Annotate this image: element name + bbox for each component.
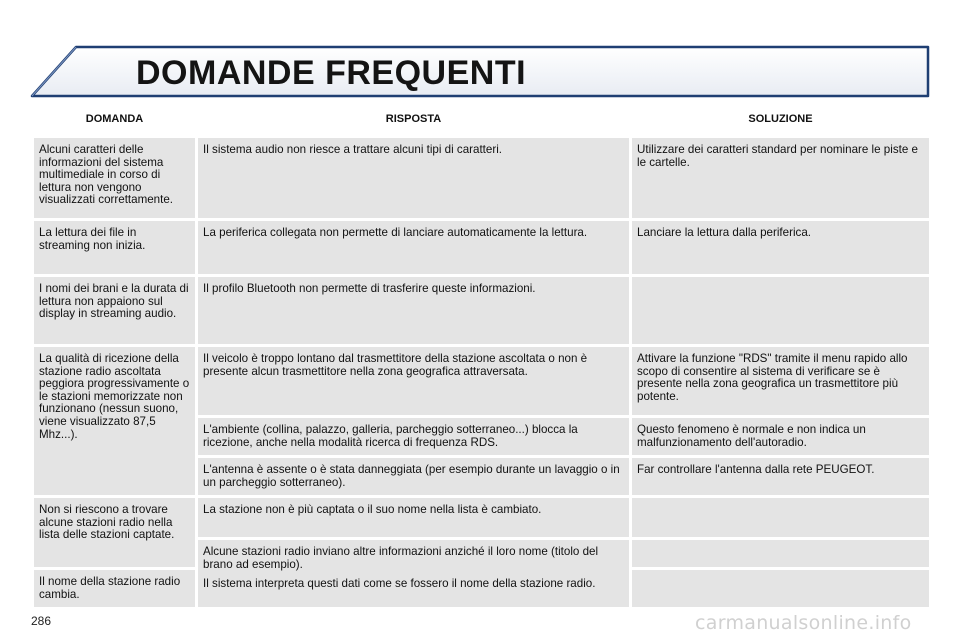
answer-cell bbox=[197, 539, 631, 609]
solution-cell: Questo fenomeno è normale e non indica un malfunzionamento dell'autoradio. bbox=[631, 417, 931, 457]
question-cell: Alcuni caratteri delle informazioni del sistema multimediale in corso di lettura non vengono visualizzati correttamente. bbox=[33, 137, 197, 220]
column-header-domanda: DOMANDA bbox=[33, 104, 197, 137]
table-row bbox=[33, 137, 931, 220]
question-cell: La qualità di ricezione della stazione radio ascoltata peggiora progressivamente o le stazioni memorizzate non funzionano (nessun suono, viene visualizzato 87,5 Mhz...). bbox=[33, 346, 197, 497]
answer-cell: Il profilo Bluetooth non permette di trasferire queste informazioni. bbox=[197, 276, 631, 346]
question-cell: Il nome della stazione radio cambia. bbox=[33, 569, 197, 609]
solution-cell: Far controllare l'antenna dalla rete PEUGEOT. bbox=[631, 457, 931, 497]
table-row bbox=[33, 220, 931, 276]
answer-cell: L'ambiente (collina, palazzo, galleria, parcheggio sotterraneo...) blocca la ricezione, anche nella modalità ricerca di frequenza RDS. bbox=[197, 417, 631, 457]
page-title: DOMANDE FREQUENTI bbox=[136, 54, 527, 92]
answer-cell: Il sistema audio non riesce a trattare alcuni tipi di caratteri. bbox=[197, 137, 631, 220]
column-header-soluzione: SOLUZIONE bbox=[631, 104, 931, 137]
answer-cell: L'antenna è assente o è stata danneggiata (per esempio durante un lavaggio o in un parcheggio sotterraneo). bbox=[197, 457, 631, 497]
solution-cell: Attivare la funzione "RDS" tramite il menu rapido allo scopo di consentire al sistema di verificare se è presente nella zona geografica un trasmettitore più potente. bbox=[631, 346, 931, 417]
faq-table bbox=[31, 104, 932, 610]
page-number: 286 bbox=[31, 614, 52, 628]
column-header-risposta: RISPOSTA bbox=[197, 104, 631, 137]
solution-cell bbox=[631, 276, 931, 346]
answer-cell: La stazione non è più captata o il suo nome nella lista è cambiato. bbox=[197, 497, 631, 539]
table-row bbox=[33, 497, 931, 539]
table-header-row bbox=[33, 104, 931, 137]
answer-line: Il sistema interpreta questi dati come se fossero il nome della stazione radio. bbox=[203, 577, 596, 591]
answer-cell: La periferica collegata non permette di lanciare automaticamente la lettura. bbox=[197, 220, 631, 276]
solution-cell bbox=[631, 569, 931, 609]
question-cell: I nomi dei brani e la durata di lettura non appaiono sul display in streaming audio. bbox=[33, 276, 197, 346]
table-row bbox=[33, 346, 931, 417]
solution-cell: Utilizzare dei caratteri standard per nominare le piste e le cartelle. bbox=[631, 137, 931, 220]
watermark-text: carmanualsonline.info bbox=[695, 612, 912, 634]
table-row bbox=[33, 276, 931, 346]
question-cell: Non si riescono a trovare alcune stazioni radio nella lista delle stazioni captate. bbox=[33, 497, 197, 569]
solution-cell: Lanciare la lettura dalla periferica. bbox=[631, 220, 931, 276]
answer-line: Alcune stazioni radio inviano altre informazioni anziché il loro nome (titolo del brano ad esempio). bbox=[203, 545, 599, 571]
answer-cell: Il veicolo è troppo lontano dal trasmettitore della stazione ascoltata o non è presente alcun trasmettitore nella zona geografica attraversata. bbox=[197, 346, 631, 417]
solution-cell bbox=[631, 539, 931, 569]
solution-cell bbox=[631, 497, 931, 539]
question-cell: La lettura dei file in streaming non inizia. bbox=[33, 220, 197, 276]
